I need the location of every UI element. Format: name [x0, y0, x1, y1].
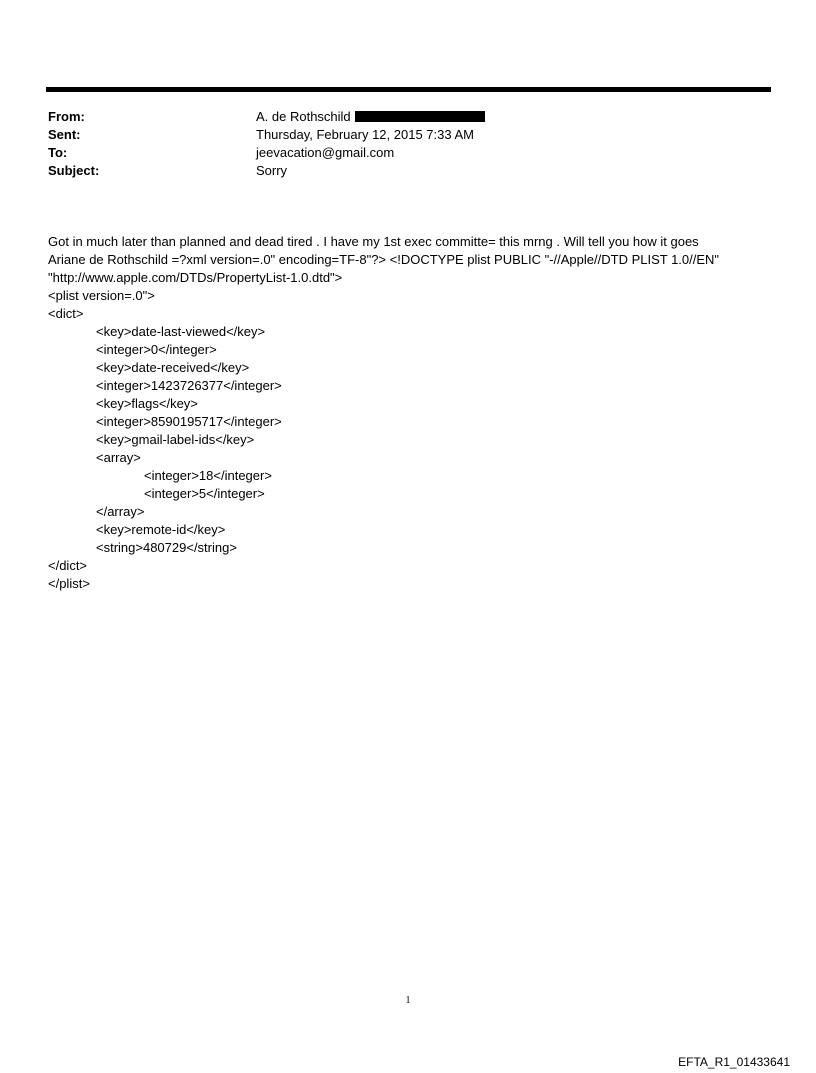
body-line: </array>: [96, 504, 145, 519]
body-line: <array>: [96, 450, 141, 465]
body-line: </plist>: [48, 576, 90, 591]
subject-label: Subject:: [48, 163, 100, 178]
body-line: <integer>0</integer>: [96, 342, 217, 357]
from-row: [48, 108, 748, 126]
body-line: "http://www.apple.com/DTDs/PropertyList-1.0.dtd">: [48, 270, 343, 285]
body-line: Got in much later than planned and dead tired . I have my 1st exec committe= this mrng . Will tell you how it goes: [48, 234, 699, 249]
sent-label: Sent:: [48, 127, 81, 142]
body-line: <key>remote-id</key>: [96, 522, 226, 537]
from-label: From:: [48, 109, 85, 124]
to-value: jeevacation@gmail.com: [256, 145, 395, 160]
body-line: <key>date-received</key>: [96, 360, 250, 375]
body-line: <integer>1423726377</integer>: [96, 378, 282, 393]
header-divider: [46, 87, 771, 92]
to-label: To:: [48, 145, 68, 160]
from-value: A. de Rothschild: [256, 109, 351, 124]
to-row: [48, 144, 748, 162]
body-line: <integer>5</integer>: [144, 486, 265, 501]
body-line: <key>date-last-viewed</key>: [96, 324, 266, 339]
body-line: <dict>: [48, 306, 84, 321]
body-line: Ariane de Rothschild =?xml version=.0" encoding=TF-8"?> <!DOCTYPE plist PUBLIC "-//Apple//DTD PLIST 1.0//EN": [48, 252, 720, 267]
body-line: <integer>8590195717</integer>: [96, 414, 282, 429]
redaction-block: [355, 111, 485, 122]
email-header: [48, 108, 748, 180]
body-line: </dict>: [48, 558, 88, 573]
sent-value: Thursday, February 12, 2015 7:33 AM: [256, 127, 474, 142]
sent-row: [48, 126, 748, 144]
body-line: <plist version=.0">: [48, 288, 155, 303]
from-value-wrap: [256, 108, 485, 126]
body-line: <integer>18</integer>: [144, 468, 272, 483]
body-line: <key>gmail-label-ids</key>: [96, 432, 255, 447]
body-line: <key>flags</key>: [96, 396, 198, 411]
subject-value: Sorry: [256, 163, 288, 178]
bates-number: EFTA_R1_01433641: [678, 1055, 790, 1069]
email-body: [48, 233, 768, 593]
subject-row: [48, 162, 748, 180]
page-number: 1: [405, 995, 411, 1006]
body-line: <string>480729</string>: [96, 540, 237, 555]
